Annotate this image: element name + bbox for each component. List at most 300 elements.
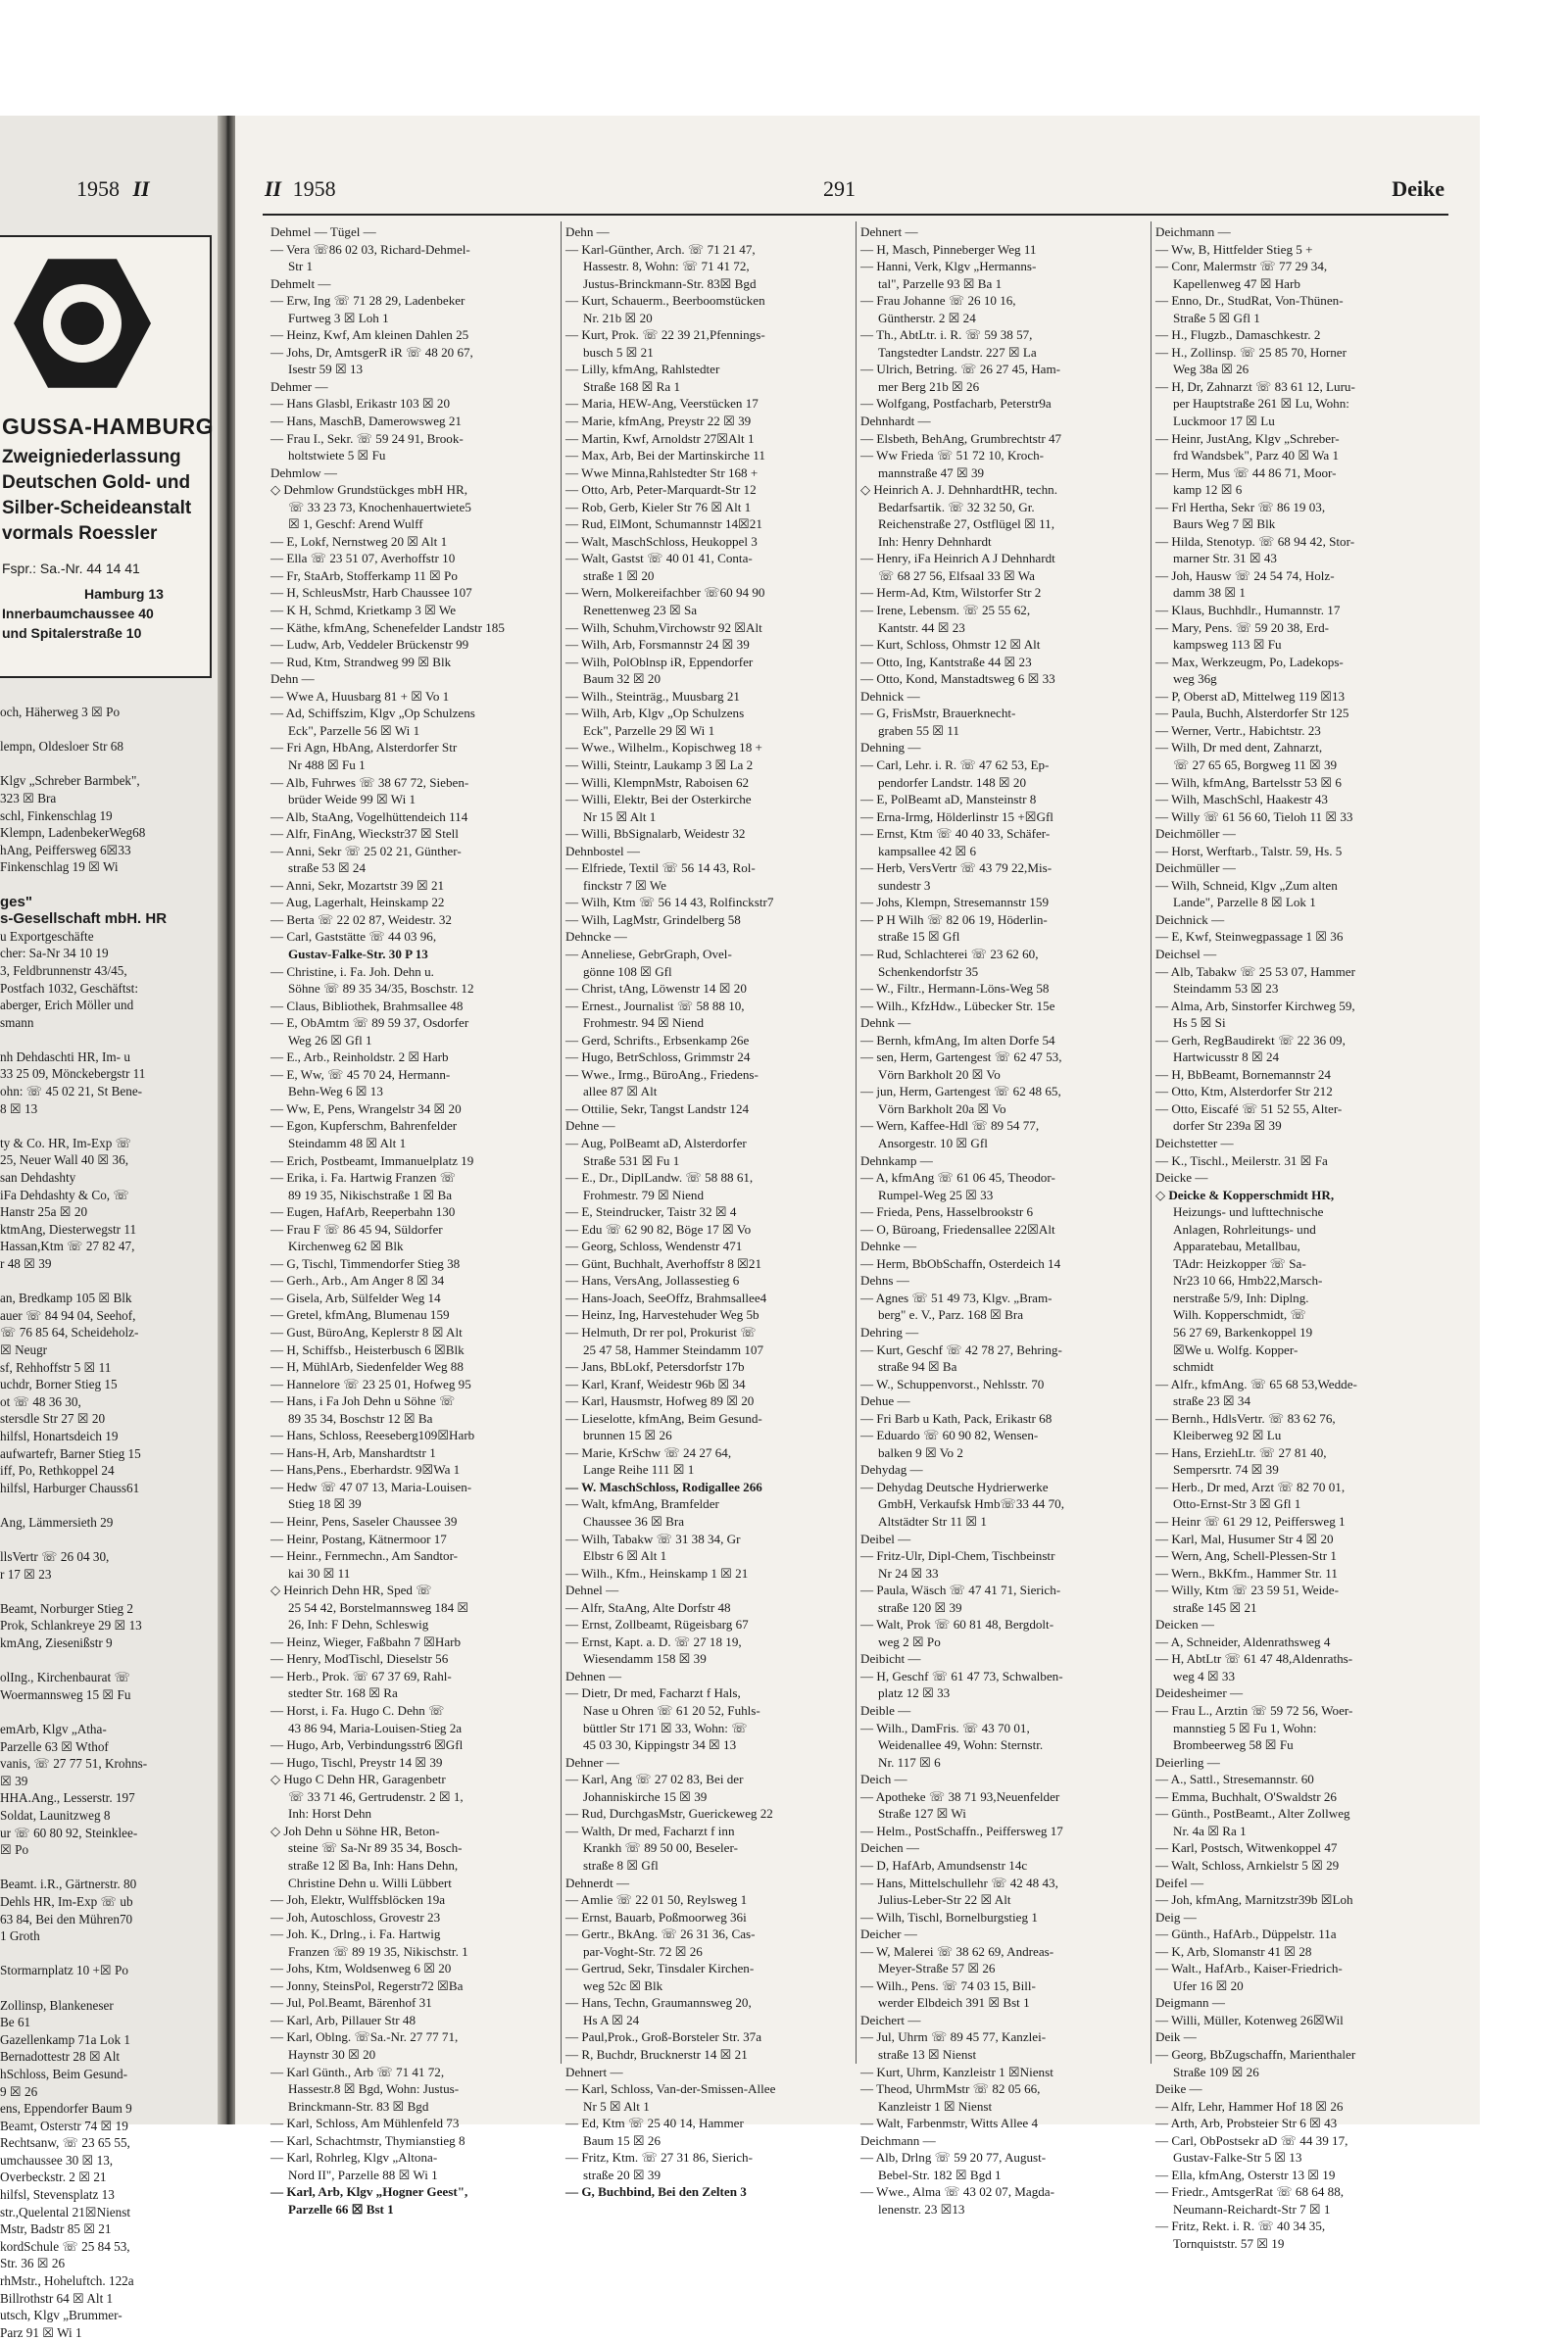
left-page-line: Stormarnplatz 10 +☒ Po	[0, 1963, 128, 1978]
directory-entry: Otto-Ernst-Str 3 ☒ Gfl 1	[1173, 1496, 1301, 1512]
directory-entry: — W., Schuppenvorst., Nehlsstr. 70	[860, 1376, 1045, 1391]
directory-entry: Baum 15 ☒ 26	[583, 2132, 662, 2148]
directory-entry: — Henry, ModTischl, Dieselstr 56	[270, 1651, 449, 1667]
directory-entry: par-Voght-Str. 72 ☒ 26	[583, 1943, 703, 1959]
left-page-listing	[0, 704, 210, 2341]
directory-entry: Nr 24 ☒ 33	[878, 1565, 939, 1581]
directory-entry: — Karl, Arb, Klgv „Hogner Geest",	[270, 2184, 468, 2200]
directory-entry: — Johs, Dr, AmtsgerR iR ☏ 48 20 67,	[270, 344, 473, 360]
directory-entry: ◇ Deicke & Kopperschmidt HR,	[1155, 1187, 1335, 1202]
directory-entry: — Ulrich, Betring. ☏ 26 27 45, Ham-	[860, 362, 1061, 377]
directory-entry: — A, Schneider, Aldenrathsweg 4	[1155, 1634, 1331, 1649]
ad-line: Deutschen Gold- und	[2, 472, 191, 493]
directory-entry: Weg 26 ☒ Gfl 1	[288, 1032, 372, 1048]
left-page-line	[0, 1859, 210, 1877]
left-page-line: vanis, ☏ 27 77 51, Krohns-	[0, 1756, 148, 1772]
directory-entry: ◇ Heinrich A. J. DehnhardtHR, techn.	[860, 482, 1057, 498]
directory-entry: — H, Masch, Pinneberger Weg 11	[860, 241, 1037, 257]
directory-entry: — E, Ww, ☏ 45 70 24, Hermann-	[270, 1066, 451, 1082]
left-page-line: u Exportgeschäfte	[0, 928, 94, 944]
directory-entry: — Wwe., Alma ☏ 43 02 07, Magda-	[860, 2184, 1054, 2200]
directory-entry: — Wilh., Steinträg., Muusbarg 21	[565, 688, 740, 704]
left-page-line: umchaussee 30 ☒ 13,	[0, 2152, 114, 2168]
directory-entry: Dehn —	[270, 671, 315, 687]
directory-entry: ◇ Heinrich Dehn HR, Sped ☏	[270, 1583, 432, 1598]
left-page-line: utsch, Klgv „Brummer-	[0, 2308, 122, 2323]
directory-entry: — Wilh, Schneid, Klgv „Zum alten	[1155, 877, 1338, 893]
directory-entry: — Willi, KlempnMstr, Raboisen 62	[565, 774, 750, 790]
directory-entry: sundestr 3	[878, 877, 931, 893]
directory-entry: — Werner, Vertr., Habichtstr. 23	[1155, 722, 1321, 738]
directory-entry: straße 12 ☒ Ba, Inh: Hans Dehn,	[288, 1857, 459, 1873]
left-page-line: iff, Po, Rethkoppel 24	[0, 1463, 115, 1479]
directory-entry: steine ☏ Sa-Nr 89 35 34, Bosch-	[288, 1840, 463, 1856]
directory-entry: — Wwe Minna,Rahlstedter Str 168 +	[565, 464, 759, 480]
directory-entry: brunnen 15 ☒ 26	[583, 1428, 672, 1443]
directory-entry: — Wern, Molkereifachber ☏60 94 90	[565, 585, 765, 601]
directory-entry: — Wilh, Tabakw ☏ 31 38 34, Gr	[565, 1531, 741, 1546]
directory-entry: — Frl Hertha, Sekr ☏ 86 19 03,	[1155, 499, 1326, 514]
directory-entry: Dehring —	[860, 1325, 919, 1340]
directory-entry: — Hans, Techn, Graumannsweg 20,	[565, 1995, 752, 2011]
directory-entry: — Fri Barb u Kath, Pack, Erikastr 68	[860, 1410, 1053, 1426]
left-page-line: Beamt. i.R., Gärtnerstr. 80	[0, 1877, 137, 1892]
left-page-content	[0, 116, 215, 2340]
directory-entry: Weg 38a ☒ 26	[1173, 362, 1250, 377]
directory-entry: Straße 127 ☒ Wi	[878, 1806, 966, 1822]
ad-line: Zweigniederlassung	[2, 447, 181, 467]
directory-entry: — jun, Herm, Gartengest ☏ 62 48 65,	[860, 1084, 1061, 1099]
directory-entry: — Hans, MaschB, Damerowsweg 21	[270, 414, 462, 429]
directory-entry: Güntherstr. 2 ☒ 24	[878, 310, 976, 325]
directory-entry: — Joh, kfmAng, Marnitzstr39b ☒Loh	[1155, 1892, 1353, 1908]
directory-entry: — Klaus, Buchhdlr., Humannstr. 17	[1155, 603, 1341, 618]
directory-entry: Dehnk —	[860, 1015, 911, 1031]
directory-entry: — Irene, Lebensm. ☏ 25 55 62,	[860, 603, 1031, 618]
directory-entry: — Carl, ObPostsekr aD ☏ 44 39 17,	[1155, 2132, 1348, 2148]
directory-entry: Renettenweg 23 ☒ Sa	[583, 603, 698, 618]
directory-entry: Straße 531 ☒ Fu 1	[583, 1152, 680, 1168]
left-page-line	[0, 1496, 210, 1514]
directory-entry: Hartwicusstr 8 ☒ 24	[1173, 1049, 1280, 1065]
directory-entry: Lange Reihe 111 ☒ 1	[583, 1462, 695, 1478]
directory-entry: TAdr: Heizkopper ☏ Sa-	[1173, 1255, 1306, 1271]
directory-entry: — Ernst, Ktm ☏ 40 40 33, Schäfer-	[860, 826, 1051, 842]
directory-entry: Lande", Parzelle 8 ☒ Lok 1	[1173, 895, 1316, 910]
directory-entry: — Wilh, Dr med dent, Zahnarzt,	[1155, 740, 1323, 756]
directory-entry: — Frau F ☏ 86 45 94, Süldorfer	[270, 1221, 443, 1237]
left-page-line: rhMstr., Hoheluftch. 122a	[0, 2273, 134, 2289]
directory-entry: — Hanni, Verk, Klgv „Hermanns-	[860, 259, 1037, 274]
directory-entry: — Heinz, Wieger, Faßbahn 7 ☒Harb	[270, 1634, 462, 1649]
directory-entry: — Dehydag Deutsche Hydrierwerke	[860, 1479, 1049, 1494]
directory-entry: — Wilh, PolOblnsp iR, Eppendorfer	[565, 654, 754, 669]
directory-entry: Justus-Brinckmann-Str. 83☒ Bgd	[583, 275, 757, 291]
directory-entry: — Walt, Gastst ☏ 40 01 41, Conta-	[565, 551, 753, 566]
header-roman: II	[265, 176, 282, 201]
directory-entry: — sen, Herm, Gartengest ☏ 62 47 53,	[860, 1049, 1062, 1065]
directory-entry: — Anneliese, GebrGraph, Ovel-	[565, 946, 732, 961]
directory-entry: — Bernh., HdlsVertr. ☏ 83 62 76,	[1155, 1410, 1336, 1426]
left-page-line: hAng, Peiffersweg 6☒33	[0, 842, 131, 857]
directory-entry: — Rud, DurchgasMstr, Guerickeweg 22	[565, 1806, 773, 1822]
directory-entry: Apparatebau, Metallbau,	[1173, 1239, 1300, 1254]
left-page-line: Mstr, Badstr 85 ☒ 21	[0, 2221, 112, 2237]
left-page-line: HHA.Ang., Lesserstr. 197	[0, 1790, 135, 1806]
directory-entry: — Frieda, Pens, Hasselbrookstr 6	[860, 1204, 1034, 1220]
left-page-line: r 48 ☒ 39	[0, 1256, 52, 1271]
directory-entry: kamp 12 ☒ 6	[1173, 482, 1243, 498]
left-page-line: Woermannsweg 15 ☒ Fu	[0, 1686, 131, 1702]
directory-entry: Deichmüller —	[1155, 860, 1236, 876]
left-page-line: och, Häherweg 3 ☒ Po	[0, 705, 121, 719]
ad-address-line: Hamburg 13	[84, 586, 164, 602]
directory-entry: straße 23 ☒ 34	[1173, 1393, 1251, 1409]
directory-entry: Dehning —	[860, 740, 921, 756]
left-page-line: s-Gesellschaft mbH. HR	[0, 910, 168, 928]
left-page-line: Beamt, Norburger Stieg 2	[0, 1600, 134, 1616]
directory-entry: — Jonny, SteinsPol, Regerstr72 ☒Ba	[270, 1977, 464, 1993]
directory-entry: Neumann-Reichardt-Str 7 ☒ 1	[1173, 2201, 1331, 2217]
directory-entry: — Maria, HEW-Ang, Veerstücken 17	[565, 396, 759, 412]
directory-entry: Dehue —	[860, 1393, 910, 1409]
directory-entry: schmidt	[1173, 1359, 1214, 1375]
left-page-line: hilfsl, Stevensplatz 13	[0, 2187, 115, 2203]
left-page-line: 63 84, Bei den Mühren70	[0, 1911, 133, 1926]
left-page-line: Parzelle 63 ☒ Wthof	[0, 1738, 109, 1754]
directory-entry: — Wilh, Arb, Klgv „Op Schulzens	[565, 706, 745, 721]
directory-entry: — Jul, Pol.Beamt, Bärenhof 31	[270, 1995, 432, 2011]
directory-entry: Deible —	[860, 1703, 911, 1719]
left-page-line: Dehls HR, Im-Exp ☏ ub	[0, 1893, 133, 1909]
directory-entry: tal", Parzelle 93 ☒ Ba 1	[878, 275, 1003, 291]
left-page-line: Beamt, Osterstr 74 ☒ 19	[0, 2118, 128, 2133]
directory-entry: — Hugo, Tischl, Preystr 14 ☒ 39	[270, 1754, 443, 1770]
logo-core-icon	[61, 302, 104, 345]
directory-entry: — Hilda, Stenotyp. ☏ 68 94 42, Stor-	[1155, 533, 1355, 549]
directory-entry: — Rud, ElMont, Schumannstr 14☒21	[565, 516, 762, 532]
directory-entry: Dehnert —	[860, 224, 918, 239]
directory-entry: Eck", Parzelle 29 ☒ Wi 1	[583, 722, 715, 738]
directory-entry: — Alfr, FinAng, Wieckstr37 ☒ Stell	[270, 826, 459, 842]
directory-entry: Isestr 59 ☒ 13	[288, 362, 364, 377]
directory-entry: — Marie, kfmAng, Preystr 22 ☒ 39	[565, 414, 752, 429]
directory-entry: — Gisela, Arb, Sülfelder Weg 14	[270, 1290, 441, 1305]
directory-entry: Krankh ☏ 89 50 00, Beseler-	[583, 1840, 738, 1856]
directory-entry: — Johs, Ktm, Woldsenweg 6 ☒ 20	[270, 1961, 452, 1976]
directory-entry: — Alb, Fuhrwes ☏ 38 67 72, Sieben-	[270, 774, 469, 790]
directory-entry: — Heinr., Fernmechn., Am Sandtor-	[270, 1548, 459, 1564]
directory-entry: — Hans, ErziehLtr. ☏ 27 81 40,	[1155, 1444, 1327, 1460]
directory-entry: — Walt., HafArb., Kaiser-Friedrich-	[1155, 1961, 1343, 1976]
directory-column-1	[270, 223, 558, 2217]
directory-entry: — Theod, UhrmMstr ☏ 82 05 66,	[860, 2081, 1041, 2097]
left-page-line: ot ☏ 48 36 30,	[0, 1393, 81, 1409]
directory-entry: Brombeerweg 58 ☒ Fu	[1173, 1737, 1294, 1753]
directory-entry: Stieg 18 ☒ 39	[288, 1496, 362, 1512]
directory-entry: Gustav-Falke-Str. 30 P 13	[288, 946, 428, 961]
directory-entry: Frohmestr. 79 ☒ Niend	[583, 1187, 705, 1202]
directory-entry: Inh: Horst Dehn	[288, 1806, 372, 1822]
directory-entry: Nr23 10 66, Hmb22,Marsch-	[1173, 1273, 1323, 1289]
directory-entry: Johanniskirche 15 ☒ 39	[583, 1788, 708, 1804]
directory-entry: frd Wandsbek", Parz 40 ☒ Wa 1	[1173, 448, 1340, 463]
directory-entry: Hs 5 ☒ Si	[1173, 1015, 1226, 1031]
left-page-line: schl, Finkenschlag 19	[0, 807, 113, 823]
ad-title: GUSSA-HAMBURG	[2, 414, 215, 439]
left-page-line: ohn: ☏ 45 02 21, St Bene-	[0, 1084, 143, 1099]
directory-entry: Dehne —	[565, 1118, 615, 1134]
directory-entry: — Gretel, kfmAng, Blumenau 159	[270, 1307, 450, 1323]
directory-entry: balken 9 ☒ Vo 2	[878, 1444, 963, 1460]
directory-column-4	[1155, 223, 1443, 2251]
directory-entry: — Wern., BkKfm., Hammer Str. 11	[1155, 1565, 1338, 1581]
directory-entry: Vörn Barkholt 20 ☒ Vo	[878, 1066, 1001, 1082]
directory-entry: — Paula, Wäsch ☏ 47 41 71, Sierich-	[860, 1583, 1061, 1598]
directory-entry: — Heinr ☏ 61 29 12, Peiffersweg 1	[1155, 1514, 1346, 1530]
directory-entry: — Gertr., BkAng. ☏ 26 31 36, Cas-	[565, 1926, 756, 1942]
directory-entry: — Karl Günth., Arb ☏ 71 41 72,	[270, 2064, 445, 2079]
directory-entry: — E, PolBeamt aD, Mansteinstr 8	[860, 792, 1037, 807]
directory-entry: Heizungs- und lufttechnische	[1173, 1204, 1324, 1220]
directory-entry: 89 19 35, Nikischstraße 1 ☒ Ba	[288, 1187, 453, 1202]
directory-entry: allee 87 ☒ Alt	[583, 1084, 658, 1099]
directory-entry: — Joh, Elektr, Wulffsblöcken 19a	[270, 1892, 446, 1908]
directory-entry: — Otto, Eiscafé ☏ 51 52 55, Alter-	[1155, 1100, 1343, 1116]
directory-entry: — Karl, Schloss, Van-der-Smissen-Allee	[565, 2081, 776, 2097]
directory-entry: — Henry, iFa Heinrich A J Dehnhardt	[860, 551, 1055, 566]
directory-entry: Weidenallee 49, Wohn: Sternstr.	[878, 1737, 1044, 1753]
left-page-roman: II	[132, 176, 150, 201]
directory-entry: — Elsbeth, BehAng, Grumbrechtstr 47	[860, 430, 1062, 446]
directory-entry: — Hugo, BetrSchloss, Grimmstr 24	[565, 1049, 751, 1065]
directory-entry: — Heinz, Kwf, Am kleinen Dahlen 25	[270, 327, 469, 343]
directory-entry: — Kurt, Geschf ☏ 42 78 27, Behring-	[860, 1341, 1062, 1357]
directory-entry: — Wilh, Tischl, Bornelburgstieg 1	[860, 1909, 1038, 1925]
directory-entry: straße 20 ☒ 39	[583, 2167, 662, 2182]
directory-entry: Altstädter Str 11 ☒ 1	[878, 1514, 987, 1530]
directory-entry: — Rud, Schlachterei ☏ 23 62 60,	[860, 946, 1039, 961]
directory-page	[235, 116, 1480, 2251]
directory-entry: — Karl, Schachtmstr, Thymianstieg 8	[270, 2132, 466, 2148]
directory-entry: — Karl, Postsch, Witwenkoppel 47	[1155, 1840, 1338, 1856]
page-number: 291	[823, 176, 856, 201]
directory-entry: graben 55 ☒ 11	[878, 722, 959, 738]
directory-entry: straße 15 ☒ Gfl	[878, 929, 960, 945]
directory-entry: — Lilly, kfmAng, Rahlstedter	[565, 362, 720, 377]
directory-entry: — Elfriede, Textil ☏ 56 14 43, Rol-	[565, 860, 756, 876]
left-page-line: smann	[0, 1014, 34, 1030]
directory-entry: — Hans, VersAng, Jollassestieg 6	[565, 1273, 740, 1289]
directory-entry: — W, Malerei ☏ 38 62 69, Andreas-	[860, 1943, 1054, 1959]
left-page-line: Postfach 1032, Geschäftst:	[0, 980, 139, 996]
directory-entry: — Karl, Mal, Husumer Str 4 ☒ 20	[1155, 1531, 1334, 1546]
left-page-line	[0, 1532, 210, 1549]
directory-entry: — Eugen, HafArb, Reeperbahn 130	[270, 1204, 456, 1220]
directory-entry: Elbstr 6 ☒ Alt 1	[583, 1548, 667, 1564]
left-page-line: Ang, Lämmersieth 29	[0, 1514, 114, 1530]
directory-entry: — Alfr, Lehr, Hammer Hof 18 ☒ 26	[1155, 2098, 1344, 2114]
directory-entry: — Gust, BüroAng, Keplerstr 8 ☒ Alt	[270, 1325, 463, 1340]
directory-entry: — Willy ☏ 61 56 60, Tieloh 11 ☒ 33	[1155, 808, 1353, 824]
left-page-line: stersdle Str 27 ☒ 20	[0, 1411, 106, 1427]
directory-entry: Hassestr. 8, Wohn: ☏ 71 41 72,	[583, 259, 750, 274]
directory-entry: Julius-Leber-Str 22 ☒ Alt	[878, 1892, 1011, 1908]
directory-entry: Steindamm 53 ☒ 23	[1173, 981, 1279, 997]
directory-entry: — Karl, Ang ☏ 27 02 83, Bei der	[565, 1772, 744, 1787]
directory-entry: — Gerh., Arb., Am Anger 8 ☒ 34	[270, 1273, 445, 1289]
directory-entry: — Herb, VersVertr ☏ 43 79 22,Mis-	[860, 860, 1053, 876]
directory-entry: kampsallee 42 ☒ 6	[878, 843, 977, 858]
directory-entry: — W., Filtr., Hermann-Löns-Weg 58	[860, 981, 1050, 997]
directory-entry: — Willi, Elektr, Bei der Osterkirche	[565, 792, 752, 807]
directory-entry: — H, MühlArb, Siedenfelder Weg 88	[270, 1359, 464, 1375]
left-page-line: iFa Dehdashty & Co, ☏	[0, 1187, 129, 1202]
directory-entry: Deierling —	[1155, 1754, 1220, 1770]
directory-entry: Deig —	[1155, 1909, 1197, 1925]
directory-entry: nerstraße 5/9, Inh: Diplng.	[1173, 1290, 1309, 1305]
left-page-line: 8 ☒ 13	[0, 1100, 38, 1116]
directory-entry: holtstwiete 5 ☒ Fu	[288, 448, 386, 463]
directory-entry: lenenstr. 23 ☒13	[878, 2201, 965, 2217]
directory-entry: 45 03 30, Kippingstr 34 ☒ 13	[583, 1737, 737, 1753]
directory-entry: — Carl, Gaststätte ☏ 44 03 96,	[270, 929, 437, 945]
left-page-line: Klempn, LadenbekerWeg68	[0, 825, 146, 841]
directory-entry: — Lieselotte, kfmAng, Beim Gesund-	[565, 1410, 762, 1426]
left-page-line: hilfsl, Honartsdeich 19	[0, 1428, 119, 1443]
left-page-line: an, Bredkamp 105 ☒ Blk	[0, 1291, 132, 1306]
directory-entry: Dehnke —	[860, 1239, 917, 1254]
directory-entry: — P H Wilh ☏ 82 06 19, Höderlin-	[860, 911, 1048, 927]
directory-entry: — Walt, Prok ☏ 60 81 48, Bergdolt-	[860, 1617, 1054, 1633]
directory-entry: Steindamm 48 ☒ Alt 1	[288, 1135, 407, 1150]
left-page-line: 33 25 09, Mönckebergstr 11	[0, 1066, 146, 1082]
left-page-line	[0, 1117, 210, 1135]
directory-entry: — Bernh, kfmAng, Im alten Dorfe 54	[860, 1032, 1055, 1048]
directory-entry: Deigmann —	[1155, 1995, 1225, 2011]
gussa-advertisement	[0, 235, 215, 678]
left-page-line: kordSchule ☏ 25 84 53,	[0, 2238, 130, 2254]
left-page-line: 25, Neuer Wall 40 ☒ 36,	[0, 1152, 129, 1168]
left-page-line: ens, Eppendorfer Baum 9	[0, 2101, 132, 2117]
directory-entry: — Ad, Schiffszim, Klgv „Op Schulzens	[270, 706, 475, 721]
directory-entry: — H, AbtLtr ☏ 61 47 48,Aldenraths-	[1155, 1651, 1353, 1667]
directory-entry: Deifel —	[1155, 1875, 1204, 1890]
directory-entry: — Fr, StaArb, Stofferkamp 11 ☒ Po	[270, 567, 458, 583]
directory-entry: Baum 32 ☒ 20	[583, 671, 662, 687]
directory-entry: — G, FrisMstr, Brauerknecht-	[860, 706, 1016, 721]
directory-entry: — Ella, kfmAng, Osterstr 13 ☒ 19	[1155, 2167, 1336, 2182]
directory-entry: — Rud, Ktm, Strandweg 99 ☒ Blk	[270, 654, 452, 669]
directory-entry: — H, Geschf ☏ 61 47 73, Schwalben-	[860, 1668, 1063, 1683]
ad-address-line: Innerbaumchaussee 40	[2, 606, 154, 621]
directory-entry: straße 120 ☒ 39	[878, 1599, 962, 1615]
directory-entry: — Wern, Ang, Schell-Plessen-Str 1	[1155, 1548, 1337, 1564]
directory-entry: — Otto, Arb, Peter-Marquardt-Str 12	[565, 482, 757, 498]
directory-entry: — Christ, tAng, Löwenstr 14 ☒ 20	[565, 981, 747, 997]
directory-entry: — Karl, Rohrleg, Klgv „Altona-	[270, 2150, 438, 2166]
directory-entry: — Erika, i. Fa. Hartwig Franzen ☏	[270, 1170, 457, 1186]
directory-entry: Anlagen, Rohrleitungs- und	[1173, 1221, 1316, 1237]
left-page-line: ty & Co. HR, Im-Exp ☏	[0, 1135, 132, 1150]
directory-entry: Deicher —	[860, 1926, 917, 1942]
left-page-line: ☏ 76 85 64, Scheideholz-	[0, 1325, 139, 1341]
directory-entry: Dehnick —	[860, 688, 920, 704]
directory-entry: — Wwe A, Huusbarg 81 + ☒ Vo 1	[270, 688, 450, 704]
ad-line: Silber-Scheideanstalt	[2, 498, 192, 518]
directory-entry: — E, ObAmtm ☏ 89 59 37, Osdorfer	[270, 1015, 469, 1031]
directory-entry: — Mary, Pens. ☏ 59 20 38, Erd-	[1155, 619, 1329, 635]
directory-entry: straße 94 ☒ Ba	[878, 1359, 957, 1375]
directory-entry: — Egon, Kupferschm, Bahrenfelder	[270, 1118, 458, 1134]
directory-entry: — H, Dr, Zahnarzt ☏ 83 61 12, Luru-	[1155, 378, 1355, 394]
left-page-line: Gazellenkamp 71a Lok 1	[0, 2031, 130, 2047]
directory-entry: Nr 15 ☒ Alt 1	[583, 808, 657, 824]
directory-entry: — H, Schiffsb., Heisterbusch 6 ☒Blk	[270, 1341, 465, 1357]
directory-entry: Meyer-Straße 57 ☒ 26	[878, 1961, 996, 1976]
directory-entry: straße 53 ☒ 24	[288, 860, 367, 876]
directory-entry: — Arth, Arb, Probsteier Str 6 ☒ 43	[1155, 2116, 1338, 2131]
directory-entry: — Karl, Arb, Pillauer Str 48	[270, 2012, 416, 2027]
directory-entry: — Alma, Arb, Sinstorfer Kirchweg 59,	[1155, 998, 1355, 1013]
directory-entry: Frohmestr. 94 ☒ Niend	[583, 1015, 705, 1031]
directory-entry: Deik —	[1155, 2029, 1197, 2045]
left-page-line: cher: Sa-Nr 34 10 19	[0, 946, 109, 961]
header-year-text: 1958	[292, 176, 336, 201]
directory-entry: — Walth, Dr med, Facharzt f inn	[565, 1823, 735, 1838]
left-page-year: 1958	[76, 176, 120, 201]
directory-entry: — D, HafArb, Amundsenstr 14c	[860, 1857, 1028, 1873]
directory-entry: Dehn —	[565, 224, 610, 239]
directory-entry: Inh: Henry Dehnhardt	[878, 533, 992, 549]
directory-entry: — Heinz, Ing, Harvestehuder Weg 5b	[565, 1307, 760, 1323]
directory-entry: — Anni, Sekr, Mozartstr 39 ☒ 21	[270, 877, 445, 893]
left-page-line: 323 ☒ Bra	[0, 790, 57, 805]
directory-entry: Vörn Barkholt 20a ☒ Vo	[878, 1100, 1006, 1116]
directory-entry: Reichenstraße 27, Ostflügel ☒ 11,	[878, 516, 1054, 532]
directory-entry: Söhne ☏ 89 35 34/35, Boschstr. 12	[288, 981, 474, 997]
directory-entry: — Aug, Lagerhalt, Heinskamp 22	[270, 895, 445, 910]
directory-entry: Gustav-Falke-Str 5 ☒ 13	[1173, 2150, 1302, 2166]
directory-entry: — Kurt, Schauerm., Beerboomstücken	[565, 293, 765, 309]
directory-entry: — E., Arb., Reinholdstr. 2 ☒ Harb	[270, 1049, 449, 1065]
directory-entry: — Helmuth, Dr rer pol, Prokurist ☏	[565, 1325, 757, 1340]
directory-entry: ☏ 27 65 65, Borgweg 11 ☒ 39	[1173, 756, 1338, 772]
directory-entry: — Hans-H, Arb, Manshardtstr 1	[270, 1444, 436, 1460]
left-page-line: str.,Quelental 21☒Nienst	[0, 2204, 131, 2219]
directory-entry: Dehncke —	[565, 929, 627, 945]
directory-entry: Deicke —	[1155, 1170, 1208, 1186]
left-page-line: llsVertr ☏ 26 04 30,	[0, 1549, 110, 1565]
directory-entry: weg 2 ☒ Po	[878, 1634, 941, 1649]
directory-entry: Dehmelt —	[270, 275, 331, 291]
column-divider	[1151, 221, 1152, 2064]
left-page-line	[0, 1652, 210, 1670]
directory-column-3	[860, 223, 1148, 2217]
directory-entry: — Horst, i. Fa. Hugo C. Dehn ☏	[270, 1703, 445, 1719]
directory-entry: weg 52c ☒ Blk	[583, 1977, 663, 1993]
directory-entry: Tangstedter Landstr. 227 ☒ La	[878, 344, 1037, 360]
directory-entry: Deichsel —	[1155, 946, 1217, 961]
directory-entry: Straße 5 ☒ Gfl 1	[1173, 310, 1260, 325]
directory-entry: — Erna-Irmg, Hölderlinstr 15 +☒Gfl	[860, 808, 1054, 824]
column-divider	[561, 221, 562, 2064]
directory-column-2	[565, 223, 853, 2200]
directory-entry: Nr. 4a ☒ Ra 1	[1173, 1823, 1247, 1838]
directory-entry: — A, kfmAng ☏ 61 06 45, Theodor-	[860, 1170, 1055, 1186]
directory-entry: Kleiberweg 92 ☒ Lu	[1173, 1428, 1282, 1443]
column-divider	[856, 221, 857, 2064]
